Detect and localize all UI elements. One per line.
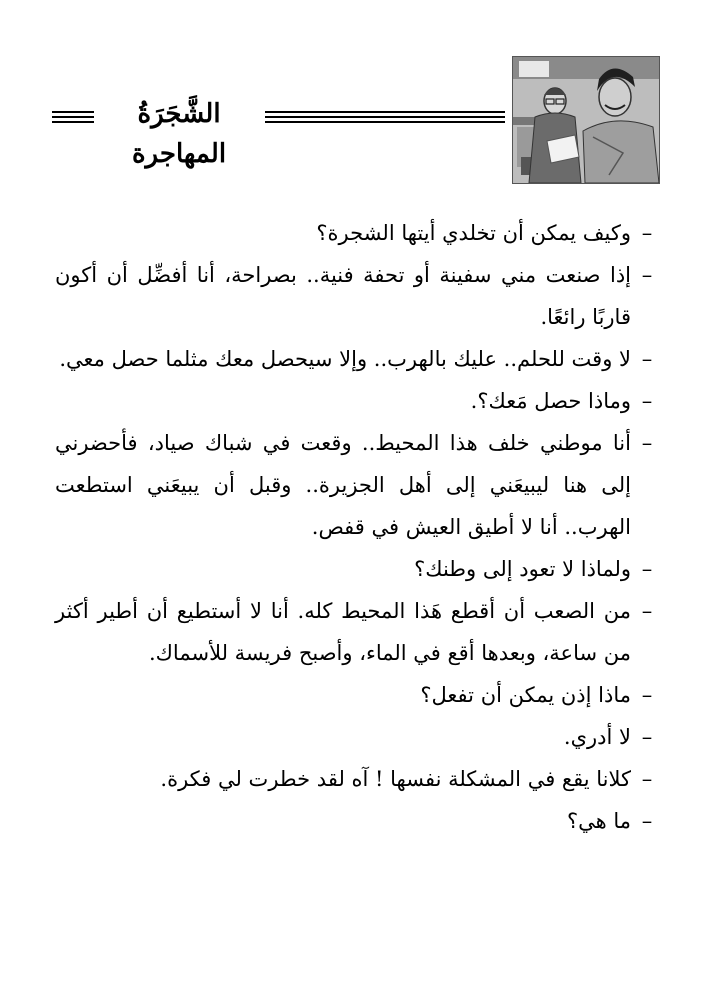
line-text: إذا صنعت مني سفينة أو تحفة فنية.. بصراحة، أنا أفضِّل أن أكون قاربًا رائعًا.: [55, 263, 631, 329]
dialogue-line: [55, 548, 657, 590]
dash-marker: –: [641, 389, 653, 413]
dash-marker: –: [641, 725, 653, 749]
line-text: من الصعب أن أقطع هَذا المحيط كله. أنا لا أستطيع أن أطير أكثر من ساعة، وبعدها أقع في الماء، وأصبح فريسة للأسماك.: [55, 599, 631, 665]
line-text: وماذا حصل مَعك؟.: [470, 389, 631, 413]
dialogue-line: [55, 338, 657, 380]
chapter-header: [50, 56, 658, 184]
line-text: أنا موطني خلف هذا المحيط.. وقعت في شباك صياد، فأحضرني إلى هنا ليبيعَني إلى أهل الجزيرة.. وقبل أن يبيعَني استطعت الهرب.. أنا لا أطيق العيش في قفص.: [55, 431, 631, 539]
dialogue-line: [55, 674, 657, 716]
dialogue-line: [55, 212, 657, 254]
dialogue-line: [55, 422, 657, 548]
dialogue: [55, 212, 657, 842]
dash-marker: –: [641, 767, 653, 791]
dialogue-line: [55, 254, 657, 338]
dash-marker: –: [641, 599, 653, 623]
line-text: كلانا يقع في المشكلة نفسها ! آه لقد خطرت لي فكرة.: [160, 767, 631, 791]
two-men-illustration-icon: [512, 56, 660, 184]
header-rule-right: [265, 111, 505, 123]
line-text: لا أدري.: [563, 725, 631, 749]
dialogue-line: [55, 590, 657, 674]
header-rule-left: [52, 111, 94, 123]
line-text: وكيف يمكن أن تخلدي أيتها الشجرة؟: [316, 221, 631, 245]
dash-marker: –: [641, 809, 653, 833]
line-text: ولماذا لا تعود إلى وطنك؟: [414, 557, 631, 581]
dash-marker: –: [641, 221, 653, 245]
dash-marker: –: [641, 431, 653, 455]
line-text: ما هي؟: [566, 809, 631, 833]
dialogue-line: [55, 758, 657, 800]
dialogue-line: [55, 380, 657, 422]
dialogue-line: [55, 800, 657, 842]
chapter-title: الشَّجَرَةُ المهاجرة: [131, 99, 227, 169]
dash-marker: –: [641, 557, 653, 581]
line-text: ماذا إذن يمكن أن تفعل؟: [420, 683, 631, 707]
dialogue-line: [55, 716, 657, 758]
dash-marker: –: [641, 263, 653, 287]
dash-marker: –: [641, 683, 653, 707]
dash-marker: –: [641, 347, 653, 371]
line-text: لا وقت للحلم.. عليك بالهرب.. وإلا سيحصل معك مثلما حصل معي.: [59, 347, 631, 371]
